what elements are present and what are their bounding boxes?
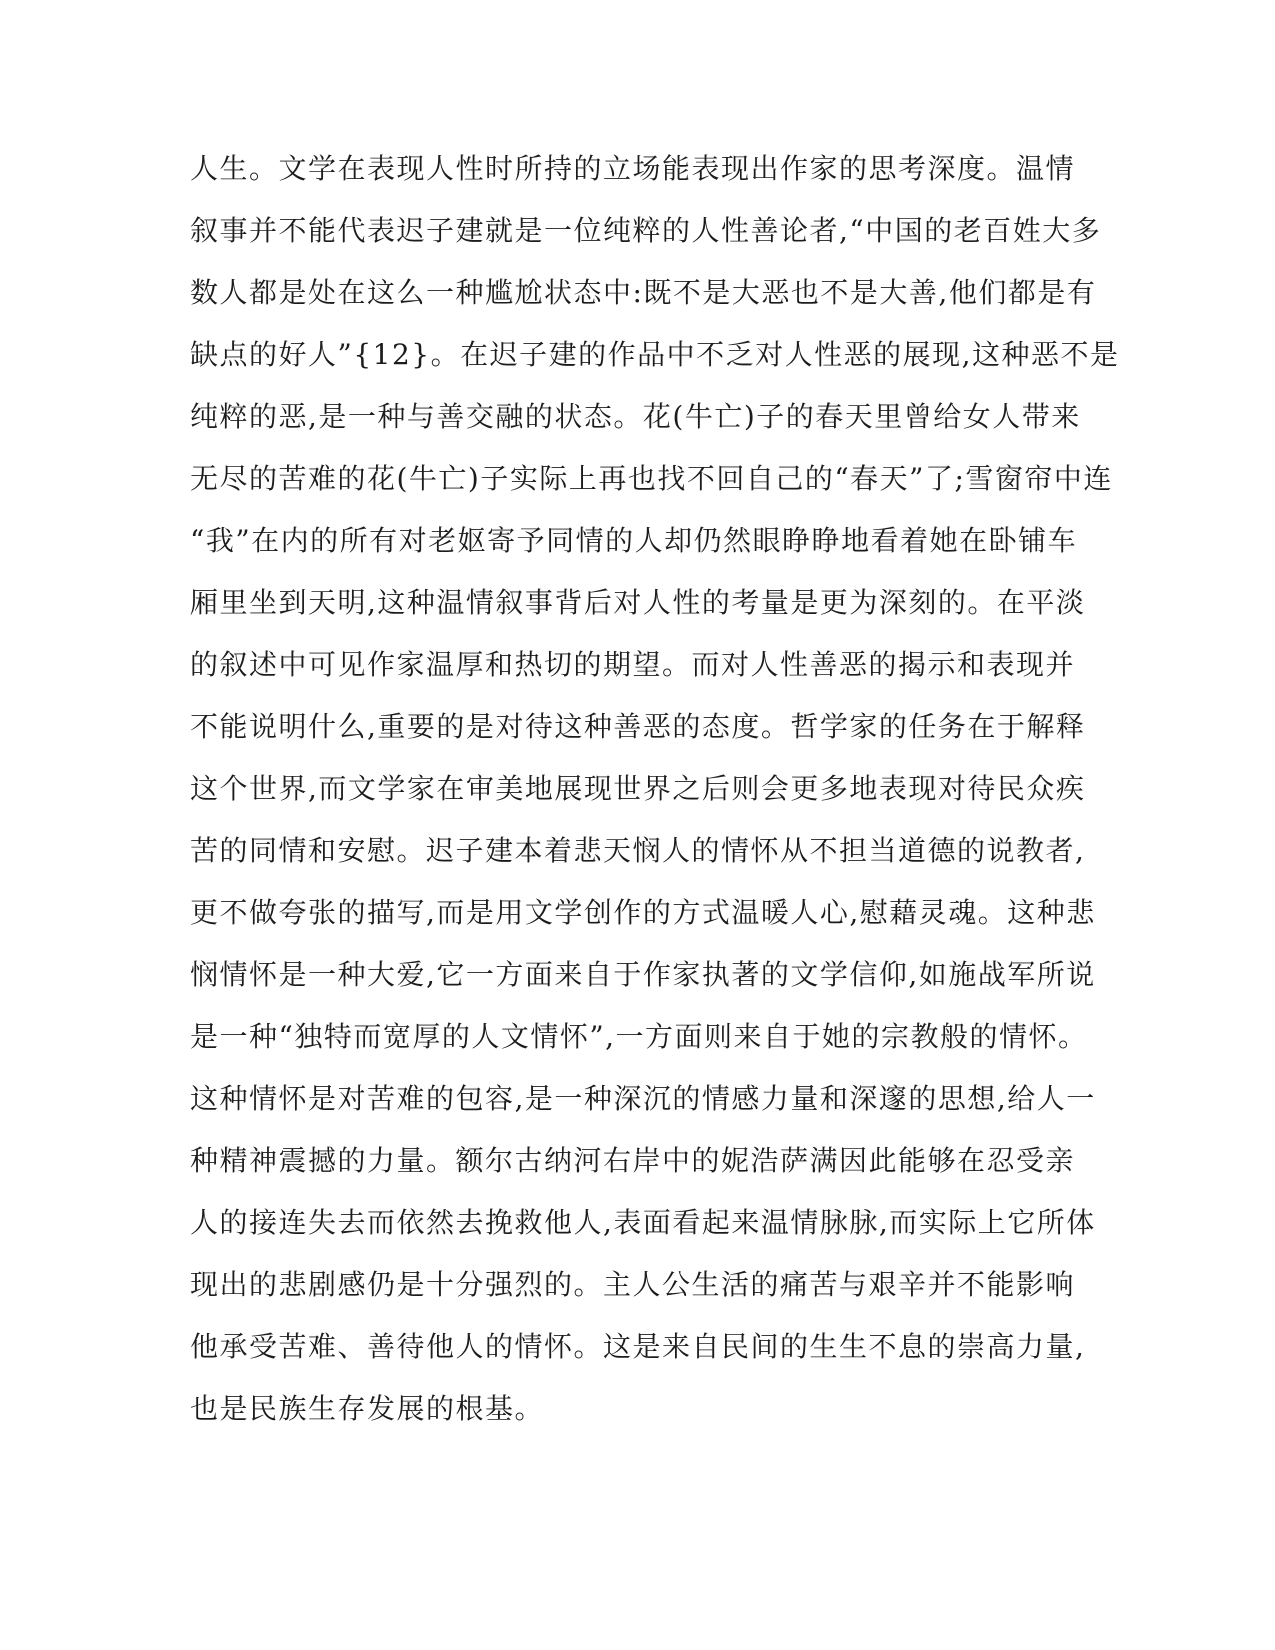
text-line: 人的接连失去而依然去挽救他人,表面看起来温情脉脉,而实际上它所体	[190, 1206, 1096, 1239]
text-line: 是一种“独特而宽厚的人文情怀”,一方面则来自于她的宗教般的情怀。	[190, 1020, 1088, 1053]
text-line: 这种情怀是对苦难的包容,是一种深沉的情感力量和深邃的思想,给人一	[190, 1082, 1096, 1115]
text-line: 厢里坐到天明,这种温情叙事背后对人性的考量是更为深刻的。在平淡	[190, 586, 1086, 619]
body-paragraph	[190, 138, 1120, 1440]
text-line: 叙事并不能代表迟子建就是一位纯粹的人性善论者,“中国的老百姓大多	[190, 214, 1102, 247]
text-line: 缺点的好人”{12}。在迟子建的作品中不乏对人性恶的展现,这种恶不是	[190, 338, 1120, 371]
text-line: 也是民族生存发展的根基。	[190, 1392, 545, 1425]
text-line: 这个世界,而文学家在审美地展现世界之后则会更多地表现对待民众疾	[190, 772, 1086, 805]
text-line: “我”在内的所有对老妪寄予同情的人却仍然眼睁睁地看着她在卧铺车	[190, 524, 1078, 557]
text-line: 纯粹的恶,是一种与善交融的状态。花(牛亡)子的春天里曾给女人带来	[190, 400, 1081, 433]
text-line: 数人都是处在这么一种尴尬状态中:既不是大恶也不是大善,他们都是有	[190, 276, 1097, 309]
text-line: 悯情怀是一种大爱,它一方面来自于作家执著的文学信仰,如施战军所说	[190, 958, 1096, 991]
text-line: 苦的同情和安慰。迟子建本着悲天悯人的情怀从不担当道德的说教者,	[190, 834, 1086, 867]
text-line: 无尽的苦难的花(牛亡)子实际上再也找不回自己的“春天”了;雪窗帘中连	[190, 462, 1113, 495]
text-line: 不能说明什么,重要的是对待这种善恶的态度。哲学家的任务在于解释	[190, 710, 1086, 743]
text-line: 的叙述中可见作家温厚和热切的期望。而对人性善恶的揭示和表现并	[190, 648, 1076, 681]
text-line: 种精神震撼的力量。额尔古纳河右岸中的妮浩萨满因此能够在忍受亲	[190, 1144, 1076, 1177]
text-line: 他承受苦难、善待他人的情怀。这是来自民间的生生不息的崇高力量,	[190, 1330, 1086, 1363]
text-line: 现出的悲剧感仍是十分强烈的。主人公生活的痛苦与艰辛并不能影响	[190, 1268, 1076, 1301]
text-line: 更不做夸张的描写,而是用文学创作的方式温暖人心,慰藉灵魂。这种悲	[190, 896, 1096, 929]
text-line: 人生。文学在表现人性时所持的立场能表现出作家的思考深度。温情	[190, 152, 1076, 185]
